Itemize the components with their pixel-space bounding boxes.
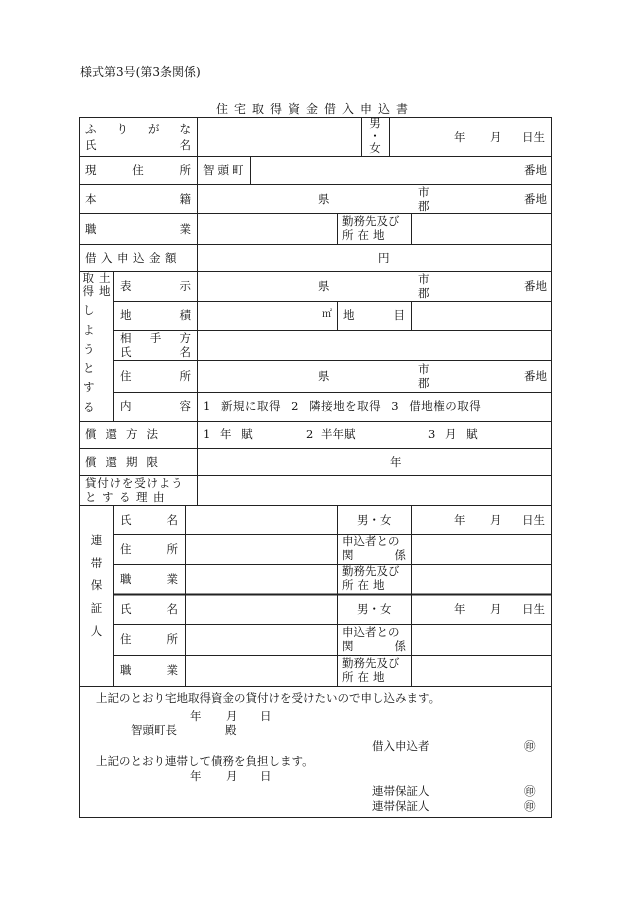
workplace-label-l2: 所在地	[342, 228, 389, 242]
amount-yen: 円	[378, 251, 390, 265]
workplace-label-l1: 勤務先及び	[342, 214, 400, 228]
land-area-char-2: 積	[179, 308, 191, 322]
domicile-char-2: 籍	[179, 192, 191, 206]
guarantor2-name-char-2: 名	[166, 602, 178, 616]
domicile-label	[85, 193, 191, 206]
land-party-address-char-2: 所	[179, 369, 191, 383]
occupation-char-1: 職	[85, 222, 97, 236]
land-party-shi: 市	[418, 362, 430, 376]
land-content-options[interactable]: 1 新規に取得 2 隣接地を取得 3 借地権の取得	[203, 399, 482, 413]
land-side-label	[80, 272, 113, 414]
land-party-char-5: 名	[179, 345, 191, 359]
guarantor-side-char: 帯	[90, 555, 103, 570]
land-content-char-1: 内	[120, 399, 132, 413]
guarantor1-workplace-l2: 所在地	[342, 578, 389, 592]
address-char-2: 住	[132, 163, 144, 177]
furigana-char: ふ	[85, 122, 97, 136]
guarantee-date-month: 月	[226, 769, 238, 783]
guarantor1-occupation-label	[120, 573, 178, 586]
land-party-gun: 郡	[418, 376, 430, 390]
guarantor2-occupation-label	[120, 664, 178, 677]
land-side-col	[80, 304, 113, 413]
guarantor1-birth-month: 月	[490, 513, 502, 527]
guarantor2-relation-char-2: 係	[394, 639, 406, 653]
address-town: 智頭町	[203, 163, 247, 177]
declaration-text-1: 上記のとおり宅地取得資金の貸付けを受けたいので申し込みます。	[96, 691, 441, 705]
land-chimoku-label	[343, 309, 405, 322]
guarantor2-occupation-char-2: 業	[166, 663, 178, 677]
birth-year-label: 年	[454, 130, 466, 144]
land-side-char: し	[83, 303, 95, 318]
form-number: 様式第3号(第3条関係)	[80, 65, 201, 79]
occupation-label	[85, 223, 191, 236]
guarantor1-workplace-l1: 勤務先及び	[342, 564, 400, 578]
guarantor2-birth-month: 月	[490, 602, 502, 616]
guarantee-date-year: 年	[190, 769, 202, 783]
land-side-char: 得	[82, 284, 94, 299]
land-party-ken: 県	[318, 369, 330, 383]
guarantor2-name-char-1: 氏	[120, 602, 132, 616]
name-char-2: 名	[179, 138, 191, 152]
guarantor1-relation-char-1: 関	[342, 548, 354, 562]
land-side-row-2	[80, 285, 113, 298]
land-content-char-2: 容	[179, 399, 191, 413]
guarantor1-address-char-2: 所	[166, 542, 178, 556]
land-content-label	[120, 400, 191, 413]
land-display-shi: 市	[418, 272, 430, 286]
declaration-date-day: 日	[260, 709, 272, 723]
guarantor2-occupation-char-1: 職	[120, 663, 132, 677]
guarantor-side-char: 証	[90, 600, 103, 615]
land-side-char: と	[83, 361, 95, 376]
guarantor2-address-char-2: 所	[166, 632, 178, 646]
land-party-address-char-1: 住	[120, 369, 132, 383]
sex-male: 男	[369, 116, 381, 130]
declaration-date-year: 年	[190, 709, 202, 723]
land-party-label-l2	[120, 346, 191, 359]
land-party-char-4: 氏	[120, 345, 132, 359]
applicant-seal: ㊞	[524, 739, 536, 753]
guarantor2-seal: ㊞	[524, 799, 536, 813]
land-display-label	[120, 280, 191, 293]
reason-label-l2: とする理由	[85, 490, 170, 504]
guarantor-side-label	[80, 534, 113, 637]
furigana-char: な	[179, 122, 191, 136]
address-char-3: 所	[179, 163, 191, 177]
guarantor2-workplace-l1: 勤務先及び	[342, 656, 400, 670]
guarantor1-sex[interactable]: 男・女	[357, 513, 392, 527]
guarantor1-seal: ㊞	[524, 784, 536, 798]
guarantor1-name-char-1: 氏	[120, 513, 132, 527]
land-display-ken: 県	[318, 279, 330, 293]
declaration-text-2: 上記のとおり連帯して債務を負担します。	[96, 754, 314, 768]
repayment-method-2[interactable]: 2 半年賦	[306, 427, 356, 441]
land-party-label-l1	[120, 332, 191, 345]
land-display-char-2: 示	[179, 279, 191, 293]
land-side-char: 地	[99, 284, 111, 299]
guarantor-side-char: 連	[90, 533, 103, 547]
guarantor2-relation-char-1: 関	[342, 639, 354, 653]
applicant-signature-label: 借入申込者	[372, 739, 430, 753]
guarantor1-birth-day: 日生	[522, 513, 545, 527]
guarantor2-relation-l1: 申込者との	[342, 625, 400, 639]
sex-dot: ・	[369, 128, 381, 143]
guarantor2-birth-year: 年	[454, 602, 466, 616]
land-side-char: う	[83, 341, 95, 356]
guarantor2-address-char-1: 住	[120, 632, 132, 646]
sex-selector[interactable]	[366, 117, 384, 155]
domicile-char-1: 本	[85, 192, 97, 206]
domicile-ken: 県	[318, 192, 330, 206]
address-banchi: 番地	[524, 163, 547, 177]
guarantor1-name-char-2: 名	[166, 513, 178, 527]
guarantor1-name-label	[120, 514, 178, 527]
birth-day-label: 日生	[522, 130, 545, 144]
guarantor1-address-char-1: 住	[120, 542, 132, 556]
land-party-char-2: 手	[149, 331, 162, 345]
guarantor2-relation-l2	[342, 640, 406, 653]
guarantor2-workplace-l2: 所在地	[342, 670, 389, 684]
land-side-char: す	[83, 380, 95, 395]
land-party-banchi: 番地	[524, 369, 547, 383]
land-side-char: 土	[99, 271, 111, 285]
guarantor-side-char: 保	[90, 578, 103, 593]
guarantor1-relation-char-2: 係	[394, 548, 406, 562]
furigana-char: り	[116, 122, 128, 136]
form-title: 住宅取得資金借入申込書	[215, 102, 414, 116]
domicile-banchi: 番地	[524, 192, 547, 206]
furigana-char: が	[148, 122, 160, 136]
land-party-char-3: 方	[179, 331, 191, 345]
domicile-shi: 市	[418, 185, 430, 199]
guarantor2-sex[interactable]: 男・女	[357, 602, 392, 616]
name-label	[85, 139, 191, 152]
guarantor1-address-label	[120, 543, 178, 556]
guarantor1-relation-l2	[342, 549, 406, 562]
guarantor2-address-label	[120, 633, 178, 646]
guarantor-side-char: 人	[90, 623, 103, 638]
name-char-1: 氏	[85, 138, 97, 152]
land-chimoku-char-2: 目	[393, 308, 405, 322]
land-display-char-1: 表	[120, 279, 132, 293]
guarantor2-birth-day: 日生	[522, 602, 545, 616]
reason-label-l1: 貸付けを受けよう	[85, 476, 184, 490]
land-chimoku-char-1: 地	[343, 308, 355, 322]
land-area-unit: ㎡	[322, 309, 332, 320]
guarantor2-signature-label: 連帯保証人	[372, 799, 430, 813]
guarantor1-relation-l1: 申込者との	[342, 534, 400, 548]
amount-label: 借入申込金額	[85, 251, 181, 265]
repayment-method-label: 償還方法	[85, 427, 167, 441]
domicile-gun: 郡	[418, 199, 430, 213]
mayor-label: 智頭町長	[131, 723, 177, 737]
birth-month-label: 月	[490, 130, 502, 144]
land-side-char: 取	[82, 271, 94, 285]
guarantor1-birth-year: 年	[454, 513, 466, 527]
declaration-date-month: 月	[226, 709, 238, 723]
repayment-period-year: 年	[390, 455, 402, 469]
guarantor1-signature-label: 連帯保証人	[372, 784, 430, 798]
land-side-char: よ	[83, 322, 95, 337]
address-char-1: 現	[85, 163, 97, 177]
land-display-banchi: 番地	[524, 279, 547, 293]
address-label	[85, 164, 191, 177]
guarantor1-occupation-char-2: 業	[166, 572, 178, 586]
land-display-gun: 郡	[418, 286, 430, 300]
mayor-dono: 殿	[225, 723, 237, 737]
sex-female: 女	[369, 141, 381, 156]
guarantor1-occupation-char-1: 職	[120, 572, 132, 586]
guarantee-date-day: 日	[260, 769, 272, 783]
land-party-address-label	[120, 370, 191, 383]
guarantor2-name-label	[120, 603, 178, 616]
furigana-label	[85, 123, 191, 136]
repayment-method-1[interactable]: 1 年 賦	[203, 427, 253, 441]
land-area-label	[120, 309, 191, 322]
land-party-char-1: 相	[120, 331, 132, 345]
land-area-char-1: 地	[120, 308, 132, 322]
repayment-period-label: 償還期限	[85, 455, 167, 469]
occupation-char-2: 業	[179, 222, 191, 236]
land-side-char: る	[83, 399, 95, 414]
repayment-method-3[interactable]: 3 月 賦	[428, 427, 478, 441]
